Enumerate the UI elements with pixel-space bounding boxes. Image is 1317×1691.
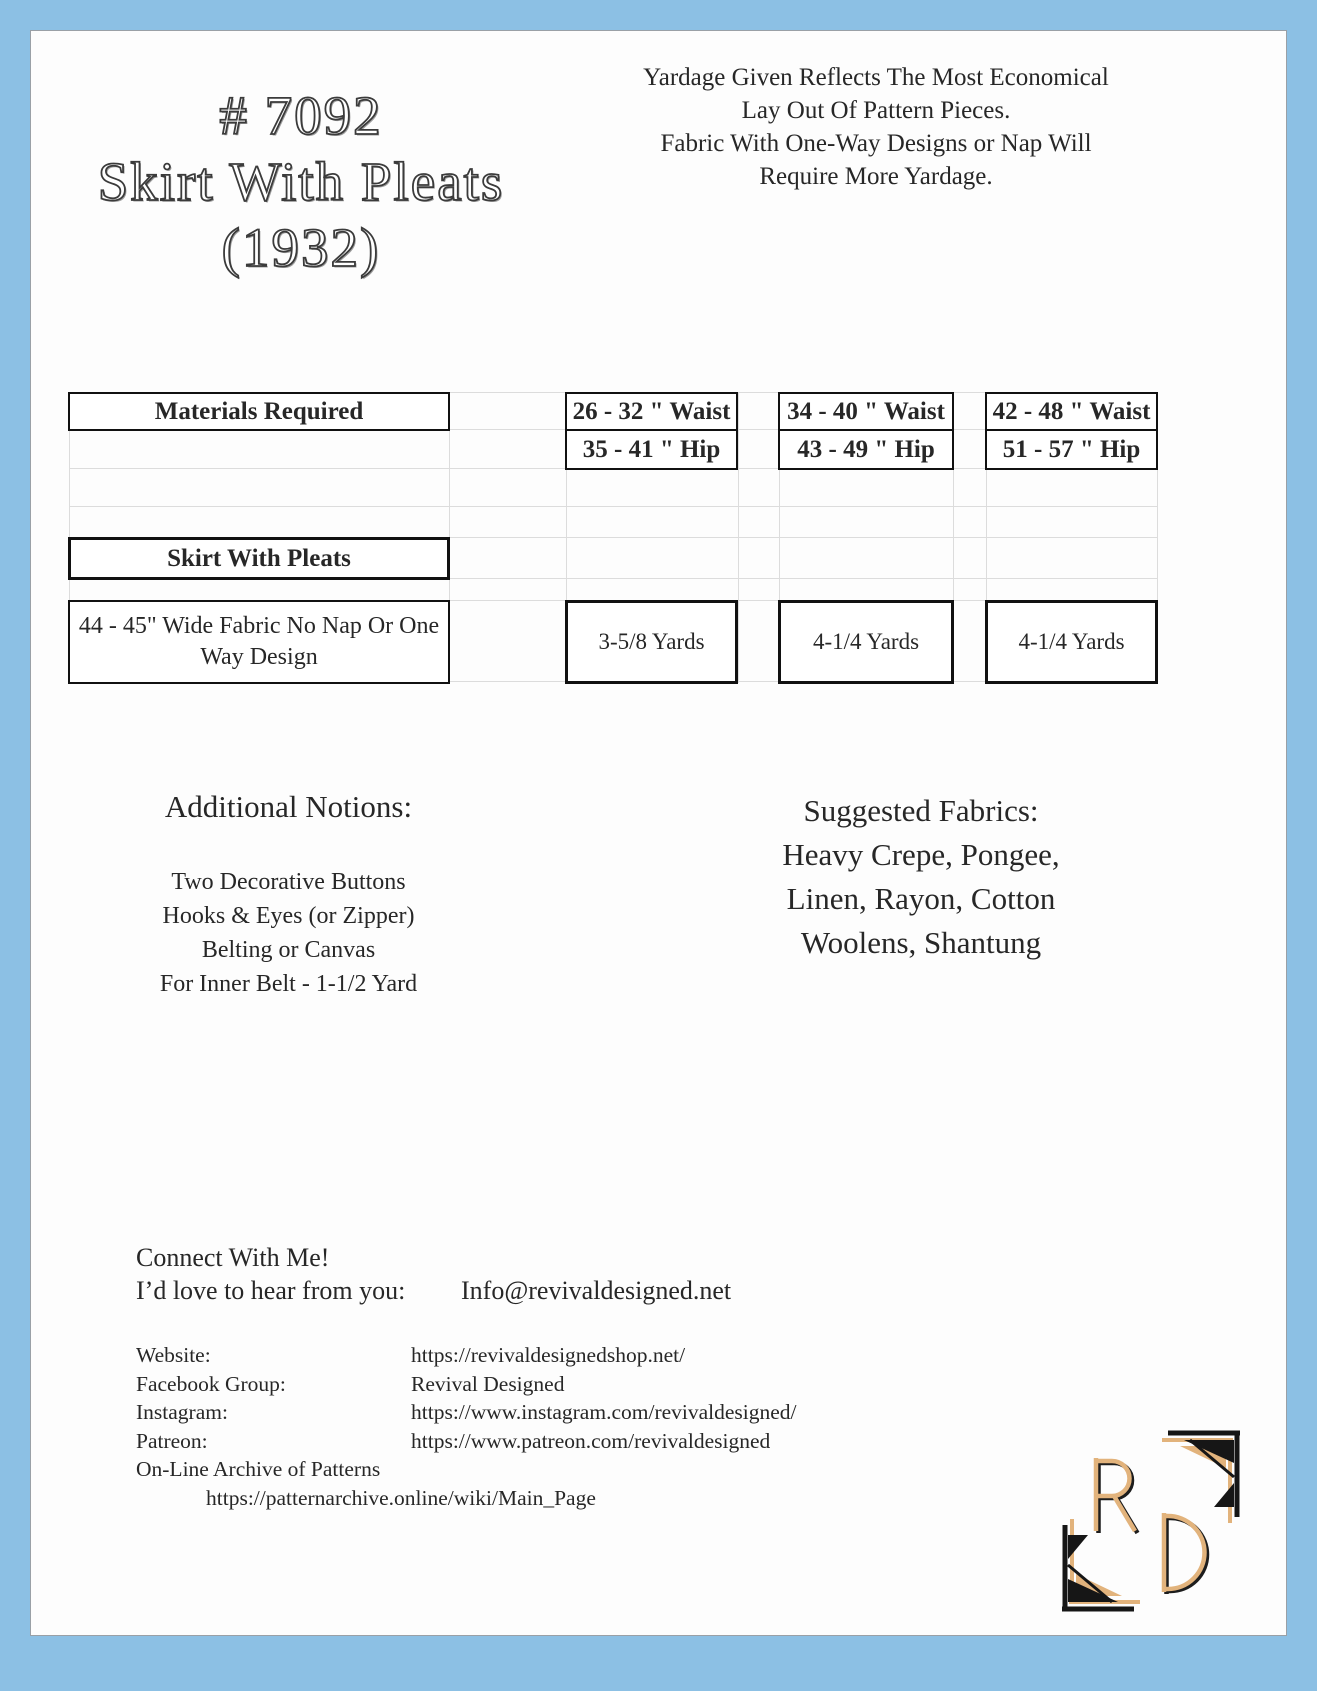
patreon-label: Patreon: bbox=[136, 1428, 208, 1453]
contact-link-row bbox=[136, 1400, 1056, 1429]
instagram-label: Instagram: bbox=[136, 1400, 228, 1424]
instagram-link[interactable]: https://www.instagram.com/revivaldesigned/ bbox=[411, 1400, 797, 1424]
corner-bottom-left bbox=[1062, 1519, 1140, 1612]
pattern-title bbox=[51, 83, 551, 281]
grid-row bbox=[69, 469, 1158, 507]
contact-subheading-row bbox=[136, 1274, 1056, 1307]
contact-heading: Connect With Me! bbox=[136, 1243, 330, 1272]
size-1-hip: 35 - 41 " Hip bbox=[565, 429, 738, 470]
monogram-shadow bbox=[1099, 1460, 1208, 1594]
patreon-link[interactable]: https://www.patreon.com/revivaldesigned bbox=[411, 1428, 771, 1453]
yardage-note-line: Lay Out Of Pattern Pieces. bbox=[741, 97, 1011, 124]
pattern-archive-link[interactable]: https://patternarchive.online/wiki/Main_Page bbox=[206, 1485, 596, 1510]
notion-item: For Inner Belt - 1-1/2 Yard bbox=[159, 971, 418, 997]
pattern-year: (1932) bbox=[221, 217, 381, 278]
pattern-archive-label: On-Line Archive of Patterns bbox=[136, 1457, 381, 1481]
website-label: Website: bbox=[136, 1343, 211, 1367]
website-link[interactable]: https://revivaldesignedshop.net/ bbox=[411, 1343, 686, 1367]
notion-item: Hooks & Eyes (or Zipper) bbox=[162, 903, 415, 929]
garment-row-header: Skirt With Pleats bbox=[68, 537, 450, 580]
size-1-waist: 26 - 32 " Waist bbox=[565, 392, 738, 431]
fabric-width-note-line: Way Design bbox=[200, 644, 318, 670]
suggested-fabrics-line: Heavy Crepe, Pongee, bbox=[782, 837, 1060, 872]
contact-links bbox=[136, 1343, 1056, 1514]
contact-subheading: I’d love to hear from you: bbox=[136, 1276, 406, 1305]
yardage-note-line: Fabric With One-Way Designs or Nap Will bbox=[660, 130, 1092, 157]
additional-notions-section bbox=[86, 789, 491, 1001]
suggested-fabrics-line: Linen, Rayon, Cotton bbox=[786, 881, 1056, 916]
yardage-size-2: 4-1/4 Yards bbox=[778, 600, 954, 684]
yardage-size-1: 3-5/8 Yards bbox=[565, 600, 738, 684]
facebook-group-label: Facebook Group: bbox=[136, 1371, 286, 1396]
grid-row bbox=[69, 507, 1158, 538]
contact-link-row bbox=[136, 1429, 1056, 1458]
suggested-fabrics-section bbox=[721, 789, 1121, 965]
materials-table bbox=[69, 392, 1158, 683]
yardage-note-line: Require More Yardage. bbox=[759, 163, 993, 190]
pattern-number: # 7092 bbox=[219, 85, 383, 146]
size-3-waist: 42 - 48 " Waist bbox=[985, 392, 1158, 431]
size-3-hip: 51 - 57 " Hip bbox=[985, 429, 1158, 470]
fabric-width-note bbox=[68, 600, 450, 684]
pattern-sheet bbox=[30, 30, 1287, 1636]
grid-row bbox=[69, 579, 1158, 601]
suggested-fabrics-heading: Suggested Fabrics: bbox=[803, 793, 1039, 828]
size-2-waist: 34 - 40 " Waist bbox=[778, 392, 954, 431]
materials-required-header: Materials Required bbox=[68, 392, 450, 431]
additional-notions-heading: Additional Notions: bbox=[164, 789, 413, 824]
corner-top-right bbox=[1162, 1431, 1240, 1524]
fabric-width-note-line: 44 - 45" Wide Fabric No Nap Or One bbox=[78, 613, 440, 639]
contact-email-link[interactable]: Info@revivaldesigned.net bbox=[461, 1276, 732, 1305]
contact-section bbox=[136, 1241, 1056, 1514]
grid-column-line bbox=[738, 393, 739, 683]
facebook-group-name: Revival Designed bbox=[411, 1371, 565, 1396]
notion-item: Two Decorative Buttons bbox=[171, 869, 406, 895]
size-2-hip: 43 - 49 " Hip bbox=[778, 429, 954, 470]
contact-link-row bbox=[136, 1372, 1056, 1401]
notion-item: Belting or Canvas bbox=[201, 937, 376, 963]
yardage-note-line: Yardage Given Reflects The Most Economical bbox=[643, 64, 1109, 91]
contact-link-row bbox=[136, 1343, 1056, 1372]
suggested-fabrics-line: Woolens, Shantung bbox=[800, 925, 1042, 960]
pattern-name: Skirt With Pleats bbox=[97, 151, 505, 212]
revival-designed-monogram-logo bbox=[1056, 1421, 1246, 1621]
yardage-size-3: 4-1/4 Yards bbox=[985, 600, 1158, 684]
yardage-note bbox=[621, 61, 1131, 193]
